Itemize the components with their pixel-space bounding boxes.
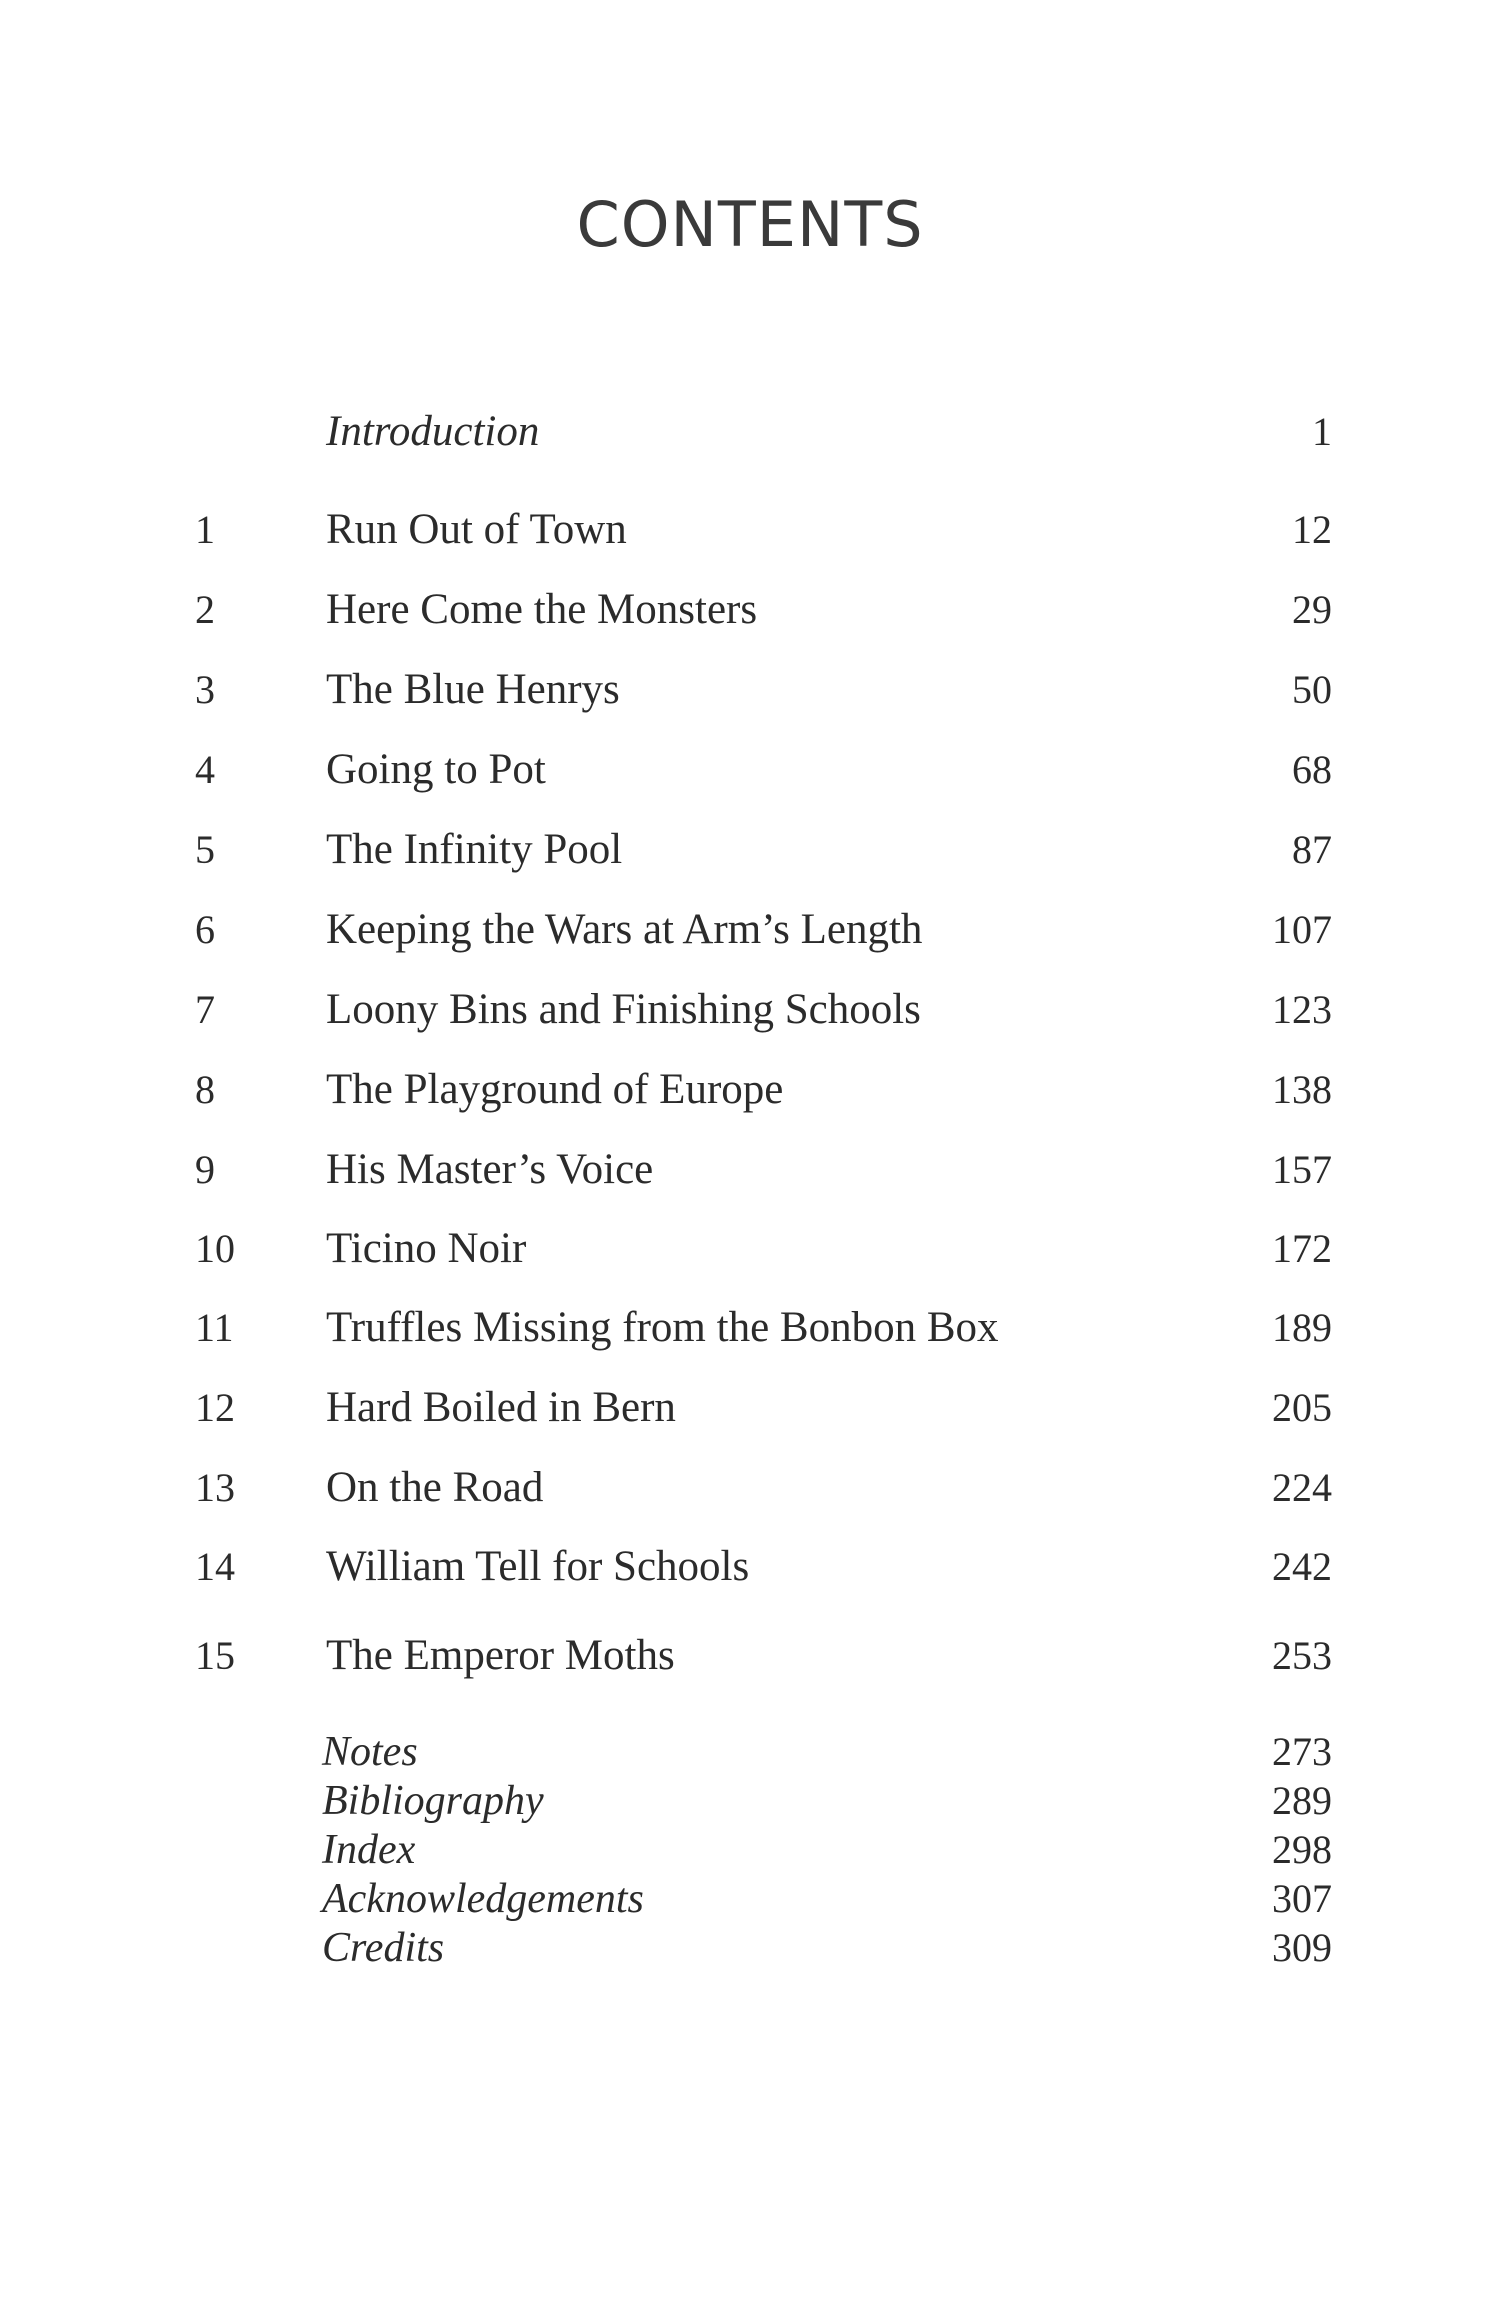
- toc-entry-back-matter[interactable]: [0, 1923, 1500, 1973]
- chapter-number: 11: [195, 1305, 234, 1350]
- chapter-number: 5: [195, 827, 215, 872]
- chapter-title: Run Out of Town: [326, 506, 627, 553]
- chapter-page: 157: [1272, 1147, 1332, 1192]
- chapter-title: Keeping the Wars at Arm’s Length: [326, 906, 923, 953]
- chapter-number: 1: [195, 507, 215, 552]
- chapter-page: 189: [1272, 1305, 1332, 1350]
- chapter-title: On the Road: [326, 1464, 544, 1511]
- entry-page: 289: [1272, 1778, 1332, 1823]
- chapter-number: 14: [195, 1544, 235, 1589]
- chapter-number: 8: [195, 1067, 215, 1112]
- chapter-page: 138: [1272, 1067, 1332, 1112]
- toc-entry-chapter[interactable]: [0, 900, 1500, 960]
- toc-entry-chapter[interactable]: [0, 1537, 1500, 1597]
- chapter-page: 12: [1292, 507, 1332, 552]
- chapter-title: Loony Bins and Finishing Schools: [326, 986, 921, 1033]
- entry-title: Introduction: [326, 408, 540, 455]
- toc-entry-back-matter[interactable]: [0, 1727, 1500, 1777]
- page-title: CONTENTS: [576, 188, 924, 261]
- chapter-title: The Blue Henrys: [326, 666, 620, 713]
- chapter-number: 10: [195, 1226, 235, 1271]
- chapter-page: 50: [1292, 667, 1332, 712]
- toc-entry-chapter[interactable]: [0, 1626, 1500, 1686]
- toc-entry-chapter[interactable]: [0, 1060, 1500, 1120]
- chapter-number: 2: [195, 587, 215, 632]
- entry-title: Acknowledgements: [322, 1876, 644, 1922]
- chapter-number: 7: [195, 987, 215, 1032]
- entry-title: Credits: [322, 1925, 445, 1971]
- chapter-number: 6: [195, 907, 215, 952]
- chapter-title: The Emperor Moths: [326, 1632, 675, 1679]
- toc-entry-introduction[interactable]: [0, 402, 1500, 462]
- chapter-number: 3: [195, 667, 215, 712]
- chapter-page: 224: [1272, 1465, 1332, 1510]
- chapter-number: 13: [195, 1465, 235, 1510]
- chapter-title: William Tell for Schools: [326, 1543, 750, 1590]
- toc-entry-chapter[interactable]: [0, 820, 1500, 880]
- chapter-number: 15: [195, 1633, 235, 1678]
- chapter-title: The Infinity Pool: [326, 826, 623, 873]
- chapter-number: 9: [195, 1147, 215, 1192]
- toc-entry-chapter[interactable]: [0, 660, 1500, 720]
- chapter-title: His Master’s Voice: [326, 1146, 654, 1193]
- toc-entry-back-matter[interactable]: [0, 1776, 1500, 1826]
- chapter-page: 253: [1272, 1633, 1332, 1678]
- entry-title: Index: [322, 1827, 416, 1873]
- toc-entry-back-matter[interactable]: [0, 1874, 1500, 1924]
- toc-entry-chapter[interactable]: [0, 500, 1500, 560]
- entry-page: 309: [1272, 1925, 1332, 1970]
- toc-entry-chapter[interactable]: [0, 1458, 1500, 1518]
- chapter-page: 172: [1272, 1226, 1332, 1271]
- entry-page: 307: [1272, 1876, 1332, 1921]
- chapter-title: Ticino Noir: [326, 1225, 527, 1272]
- chapter-number: 4: [195, 747, 215, 792]
- toc-entry-chapter[interactable]: [0, 1378, 1500, 1438]
- chapter-title: The Playground of Europe: [326, 1066, 784, 1113]
- chapter-page: 123: [1272, 987, 1332, 1032]
- chapter-page: 107: [1272, 907, 1332, 952]
- chapter-page: 205: [1272, 1385, 1332, 1430]
- toc-entry-chapter[interactable]: [0, 1219, 1500, 1279]
- toc-entry-chapter[interactable]: [0, 580, 1500, 640]
- chapter-page: 242: [1272, 1544, 1332, 1589]
- toc-entry-back-matter[interactable]: [0, 1825, 1500, 1875]
- entry-page: 273: [1272, 1729, 1332, 1774]
- toc-entry-chapter[interactable]: [0, 980, 1500, 1040]
- toc-entry-chapter[interactable]: [0, 1140, 1500, 1200]
- entry-title: Bibliography: [322, 1778, 544, 1824]
- chapter-title: Truffles Missing from the Bonbon Box: [326, 1304, 999, 1351]
- entry-page: 298: [1272, 1827, 1332, 1872]
- entry-title: Notes: [322, 1729, 418, 1775]
- chapter-page: 29: [1292, 587, 1332, 632]
- chapter-title: Going to Pot: [326, 746, 546, 793]
- toc-entry-chapter[interactable]: [0, 740, 1500, 800]
- chapter-page: 68: [1292, 747, 1332, 792]
- entry-page: 1: [1312, 409, 1332, 454]
- chapter-number: 12: [195, 1385, 235, 1430]
- chapter-title: Hard Boiled in Bern: [326, 1384, 676, 1431]
- chapter-page: 87: [1292, 827, 1332, 872]
- toc-entry-chapter[interactable]: [0, 1298, 1500, 1358]
- chapter-title: Here Come the Monsters: [326, 586, 758, 633]
